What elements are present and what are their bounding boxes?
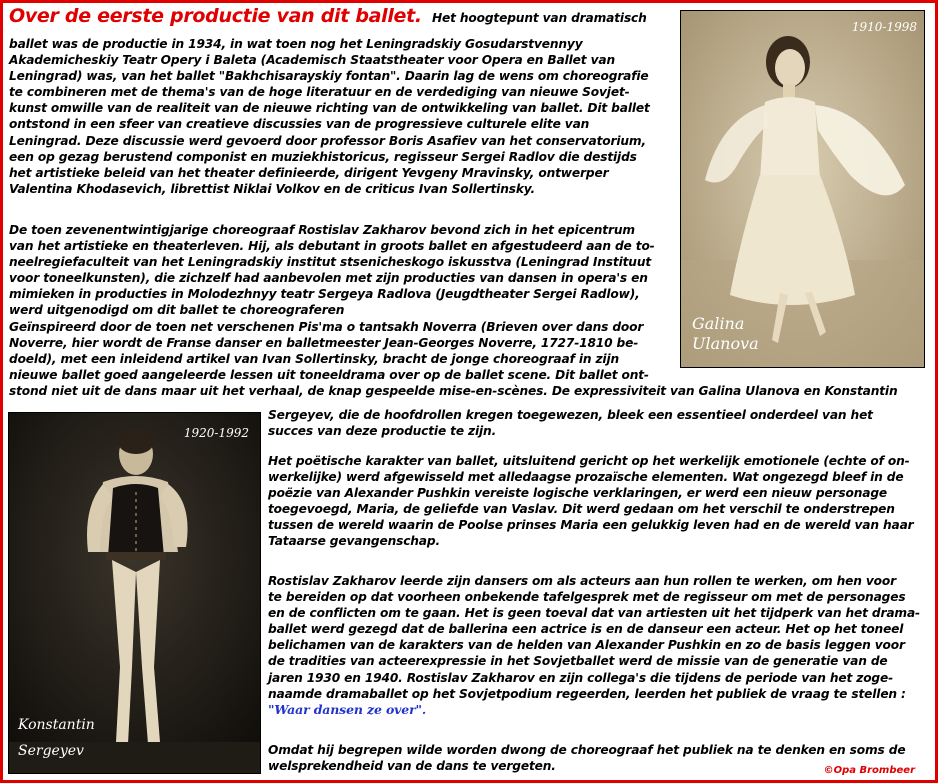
text-line: toegevoegd, Maria, de geliefde van Vaslav. Dit werd gedaan om het verschil te onderstrepen (268, 502, 895, 517)
text-line: werd uitgenodigd om dit ballet te choreograferen (9, 303, 345, 318)
text-line: Het poëtische karakter van ballet, uitsluitend gericht op het werkelijk emotionele (echte of on- (268, 454, 910, 468)
text-line: stond niet uit de dans maar uit het verhaal, de knap gespeelde mise-en-scènes. De expressiviteit van Galina Ulanova en Konstantin (9, 383, 898, 398)
text-line: ontstond in een sfeer van creatieve discussies van de progressieve culturele elite van (9, 117, 590, 132)
ulanova-first-name: Galina (692, 314, 745, 333)
text-line: Rostislav Zakharov leerde zijn dansers om als acteurs aan hun rollen te werken, om hen voor (268, 574, 896, 588)
text-line: ballet werd gezegd dat de ballerina een actrice is en de danseur een acteur. Het op het toneel (268, 622, 904, 637)
sergeyev-last-name: Sergeyev (18, 743, 84, 759)
page-title: Over de eerste productie van dit ballet. (9, 5, 422, 27)
photo-ulanova (680, 10, 925, 368)
quote-text: "Waar dansen ze over". (268, 701, 427, 717)
text-line: De toen zevenentwintigjarige choreograaf Rostislav Zakharov bevond zich in het epicentrum (9, 223, 635, 237)
text-line: Omdat hij begrepen wilde worden dwong de choreograaf het publiek na te denken en soms de (268, 743, 906, 757)
ulanova-last-name: Ulanova (692, 334, 759, 353)
text-line: Tataarse gevangenschap. (268, 534, 440, 549)
text-line: van het artistieke en theaterleven. Hij, als debutant in groots ballet en afgestudeerd aan de to- (9, 239, 655, 254)
sergeyev-years: 1920-1992 (183, 426, 249, 440)
text-line: Noverre, hier wordt de Franse danser en balletmeester Jean-Georges Noverre, 1727-1810 be- (9, 335, 639, 350)
text-line: tussen de wereld waarin de Poolse prinses Maria een gelukkig leven had en de wereld van haar (268, 518, 914, 533)
text-line: poëzie van Alexander Pushkin vereiste logische verklaringen, er werd een nieuw personage (268, 486, 888, 501)
text-line: een op gezag berustend componist en muziekhistoricus, regisseur Sergei Radlov die destijds (9, 149, 637, 164)
paragraph-3 (268, 453, 933, 550)
title-row (9, 5, 669, 27)
text-line: Akademicheskiy Teatr Opery i Baleta (Academisch Staatstheater voor Opera en Ballet van (9, 53, 615, 68)
text-line: Leningrad. Deze discussie werd gevoerd door professor Boris Asafiev van het conservatorium, (9, 133, 646, 148)
text-line: mimieken in producties in Molodezhnyy teatr Sergeya Radlova (Jeugdtheater Sergei Radlow), (9, 287, 640, 302)
credit: ©Opa Brombeer (823, 765, 915, 776)
text-line: ballet was de productie in 1934, in wat toen nog het Leningradskiy Gosudarstvennyy (9, 37, 583, 51)
text-line: neelregiefaculteit van het Leningradskiy institut stsenicheskogo iskusstva (Leningrad Instituut (9, 255, 652, 270)
text-line: de tradities van acteerexpressie in het Sovjetballet werd de missie van de generatie van de (268, 654, 888, 669)
text-line: werkelijke) werd afgewisseld met alledaagse prozaïsche elementen. Wat ongezegd bleef in de (268, 470, 904, 485)
text-line: te combineren met de thema's van de hoge literatuur en de verdediging van nieuwe Sovjet- (9, 85, 630, 100)
text-line: het artistieke beleid van het theater definieerde, dirigent Yevgeny Mravinsky, ontwerper (9, 165, 609, 180)
text-line: belichamen van de karakters van de helden van Alexander Pushkin en zo de basis leggen voor (268, 638, 905, 653)
text-line: Leningrad) was, van het ballet "Bakhchisarayskiy fontan". Daarin lag de wens om choreografie (9, 69, 649, 84)
text-line: Geïnspireerd door de toen net verschenen Pis'ma o tantsakh Noverra (Brieven over dans door (9, 319, 644, 334)
text-line: succes van deze productie te zijn. (268, 424, 497, 439)
text-line: kunst omwille van de realiteit van de nieuwe richting van de ontwikkeling van ballet. Dit ballet (9, 101, 650, 116)
paragraph-4 (268, 573, 933, 718)
text-line: Sergeyev, die de hoofdrollen kregen toegewezen, bleek een essentieel onderdeel van het (268, 408, 873, 422)
text-line: doeld), met een inleidend artikel van Ivan Sollertinsky, bracht de jonge choreograaf in zijn (9, 351, 619, 366)
text-line: naamde dramaballet op het Sovjetpodium regeerden, leerden het publiek de vraag te stellen : (268, 686, 906, 701)
text-line: en de conflicten om te gaan. Het is geen toeval dat van artiesten uit het tijdperk van het drama- (268, 606, 920, 621)
paragraph-2-cont (268, 407, 928, 439)
sergeyev-first-name: Konstantin (18, 717, 95, 733)
paragraph1-lead: Het hoogtepunt van dramatisch (431, 11, 647, 25)
text-line: te bereiden op dat voorheen onbekende tafelgesprek met de regisseur om met de personages (268, 590, 906, 605)
text-line: Valentina Khodasevich, librettist Niklai Volkov en de criticus Ivan Sollertinsky. (9, 181, 535, 196)
photo-frame (680, 10, 925, 368)
text-line: voor toneelkunsten), die zichzelf had aanbevolen met zijn producties van dansen in opera's en (9, 271, 648, 286)
photo-frame (8, 412, 261, 774)
paragraph-1 (9, 36, 674, 197)
ulanova-years: 1910-1998 (851, 20, 917, 34)
paragraph-2 (9, 222, 898, 399)
photo-sergeyev (8, 412, 261, 774)
text-line: welsprekendheid van de dans te vergeten. (268, 759, 556, 774)
text-line: nieuwe ballet goed aangeleerde lessen uit toneeldrama over op de ballet scene. Dit ballet ont- (9, 367, 649, 382)
text-line: jaren 1930 en 1940. Rostislav Zakharov en zijn collega's die tijdens de periode van het zoge- (268, 670, 894, 685)
